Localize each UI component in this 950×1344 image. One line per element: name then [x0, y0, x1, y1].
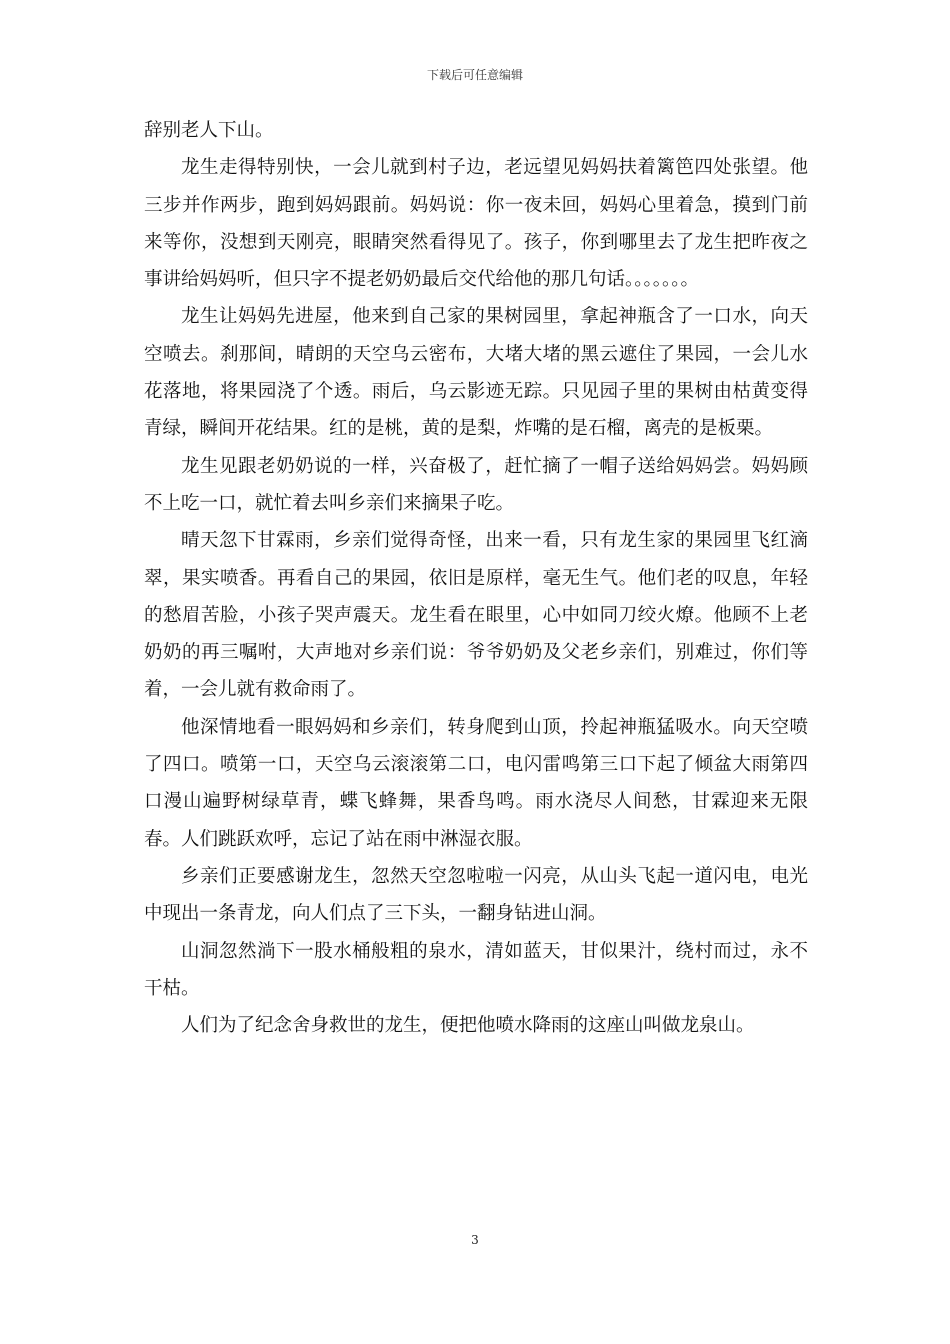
- paragraph-1: 辞别老人下山。: [144, 120, 274, 141]
- page-number: 3: [471, 1233, 479, 1247]
- paragraph-8: 山洞忽然淌下一股水桶般粗的泉水，清如蓝天，甘似果汁，绕村而过，永不干枯。: [144, 940, 808, 999]
- paragraph-2: 龙生走得特别快，一会儿就到村子边，老远望见妈妈扶着篱笆四处张望。他三步并作两步，跑到妈妈跟前。妈妈说：你一夜未回，妈妈心里着急，摸到门前来等你，没想到天刚亮，眼睛突然看得见了。孩子，你到哪里去了龙生把昨夜之事讲给妈妈听，但只字不提老奶奶最后交代给他的那几句话。。。。。。。: [144, 157, 808, 291]
- header-text: 下载后可任意编辑: [426, 68, 523, 82]
- paragraph-6: 他深情地看一眼妈妈和乡亲们，转身爬到山顶，拎起神瓶猛吸水。向天空喷了四口。喷第一口，天空乌云滚滚第二口，电闪雷鸣第三口下起了倾盆大雨第四口漫山遍野树绿草青，蝶飞蜂舞，果香鸟鸣。雨水浇尽人间愁，甘霖迎来无限春。人们跳跃欢呼，忘记了站在雨中淋湿衣服。: [144, 716, 808, 850]
- paragraph-9: 人们为了纪念舍身救世的龙生，便把他喷水降雨的这座山叫做龙泉山。: [181, 1015, 755, 1037]
- page-header: [0, 66, 950, 83]
- document-body: [144, 112, 808, 1044]
- paragraph-7: 乡亲们正要感谢龙生，忽然天空忽啦啦一闪亮，从山头飞起一道闪电，电光中现出一条青龙，向人们点了三下头，一翻身钻进山洞。: [144, 865, 808, 925]
- paragraph-4: 龙生见跟老奶奶说的一样，兴奋极了，赶忙摘了一帽子送给妈妈尝。妈妈顾不上吃一口，就忙着去叫乡亲们来摘果子吃。: [144, 455, 808, 514]
- paragraph-5: 晴天忽下甘霖雨，乡亲们觉得奇怪，出来一看，只有龙生家的果园里飞红滴翠，果实喷香。再看自己的果园，依旧是原样，毫无生气。他们老的叹息，年轻的愁眉苦脸，小孩子哭声震天。龙生看在眼里，心中如同刀绞火燎。他顾不上老奶奶的再三嘱咐，大声地对乡亲们说：爷爷奶奶及父老乡亲们，别难过，你们等着，一会儿就有救命雨了。: [144, 530, 808, 701]
- paragraph-3: 龙生让妈妈先进屋，他来到自己家的果树园里，拿起神瓶含了一口水，向天空喷去。刹那间，晴朗的天空乌云密布，大堵大堵的黑云遮住了果园，一会儿水花落地，将果园浇了个透。雨后，乌云影迹无踪。只见园子里的果树由枯黄变得青绿，瞬间开花结果。红的是桃，黄的是梨，炸嘴的是石榴，离壳的是板栗。: [144, 306, 808, 440]
- page-footer: [0, 1233, 950, 1247]
